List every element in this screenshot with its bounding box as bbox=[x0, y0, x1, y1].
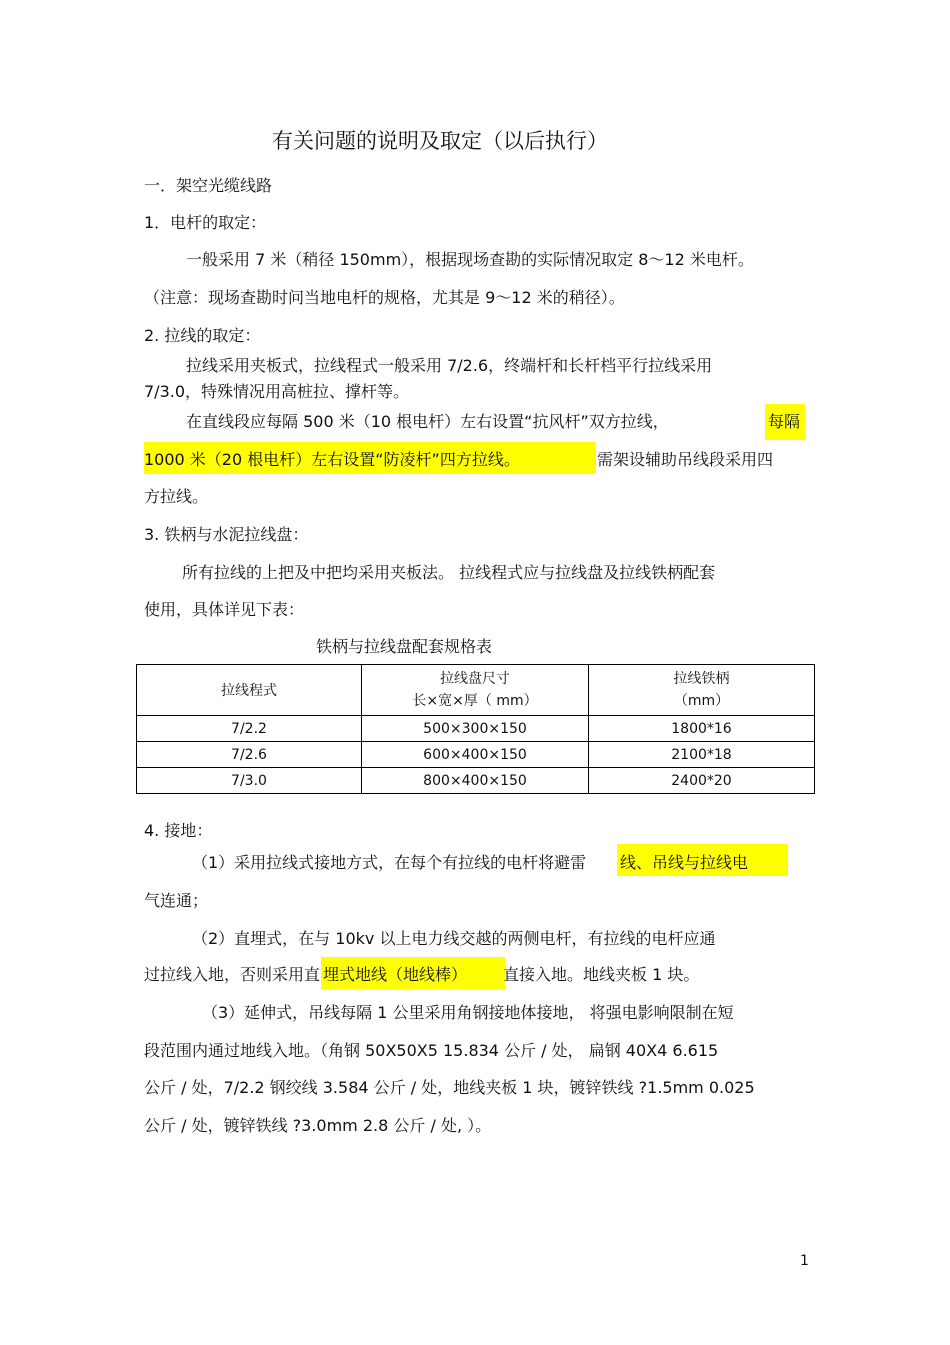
table-row bbox=[137, 716, 815, 742]
paragraph-line: 过拉线入地，否则采用直 bbox=[144, 965, 321, 984]
paragraph-line: （3）延伸式，吊线每隔 1 公里采用角钢接地体接地， 将强电影响限制在短 bbox=[202, 1003, 734, 1022]
paragraph-line: 使用，具体详见下表： bbox=[144, 600, 305, 619]
highlighted-text: 线、吊线与拉线电 bbox=[620, 853, 749, 872]
paragraph-line: 所有拉线的上把及中把均采用夹板法。 拉线程式应与拉线盘及拉线铁柄配套 bbox=[182, 563, 716, 582]
table-cell: 500×300×150 bbox=[362, 716, 589, 742]
paragraph-line: 方拉线。 bbox=[144, 487, 209, 506]
subsection-heading: 4. 接地： bbox=[144, 821, 213, 840]
table-cell: 1800*16 bbox=[589, 716, 815, 742]
paragraph-line: 段范围内通过地线入地。（角钢 50X50X5 15.834 公斤 / 处， 扁钢 40X4 6.615 bbox=[144, 1041, 719, 1060]
paragraph-line: 气连通； bbox=[144, 891, 209, 910]
paragraph-line: 一般采用 7 米（稍径 150mm），根据现场查勘的实际情况取定 8～12 米电杆。 bbox=[186, 250, 754, 269]
highlighted-text: 埋式地线（地线棒） bbox=[323, 965, 468, 984]
paragraph-line: 需架设辅助吊线段采用四 bbox=[597, 450, 774, 469]
table-cell: 7/3.0 bbox=[137, 768, 362, 794]
spec-table bbox=[136, 664, 815, 794]
table-caption: 铁柄与拉线盘配套规格表 bbox=[316, 637, 493, 656]
table-cell: 800×400×150 bbox=[362, 768, 589, 794]
table-cell: 600×400×150 bbox=[362, 742, 589, 768]
section-heading: 一．架空光缆线路 bbox=[144, 176, 273, 195]
paragraph-line: （1）采用拉线式接地方式，在每个有拉线的电杆将避雷 bbox=[192, 853, 587, 872]
highlighted-text: 每隔 bbox=[768, 412, 801, 431]
page-title: 有关问题的说明及取定（以后执行） bbox=[272, 129, 608, 153]
table-header-row bbox=[137, 665, 815, 716]
subsection-heading: 2. 拉线的取定： bbox=[144, 326, 261, 345]
paragraph-line: 在直线段应每隔 500 米（10 根电杆）左右设置“抗风杆”双方拉线， bbox=[186, 412, 669, 431]
paragraph-line: （2）直埋式，在与 10kv 以上电力线交越的两侧电杆，有拉线的电杆应通 bbox=[192, 929, 716, 948]
subsection-heading: 3. 铁柄与水泥拉线盘： bbox=[144, 525, 309, 544]
subsection-heading: 1．电杆的取定： bbox=[144, 213, 267, 232]
paragraph-line: 公斤 / 处，镀锌铁线 ?3.0mm 2.8 公斤 / 处, ）。 bbox=[144, 1116, 492, 1135]
table-row bbox=[137, 742, 815, 768]
table-cell: 7/2.6 bbox=[137, 742, 362, 768]
table-cell: 2400*20 bbox=[589, 768, 815, 794]
column-header: 拉线盘尺寸 长×宽×厚（ mm） bbox=[362, 665, 589, 716]
column-header: 拉线程式 bbox=[137, 665, 362, 716]
paragraph-line: 直接入地。地线夹板 1 块。 bbox=[503, 965, 700, 984]
paragraph-line: 拉线采用夹板式，拉线程式一般采用 7/2.6，终端杆和长杆档平行拉线采用 bbox=[186, 356, 713, 375]
page-number: 1 bbox=[800, 1253, 809, 1269]
table-row bbox=[137, 768, 815, 794]
paragraph-line: 7/3.0，特殊情况用高桩拉、撑杆等。 bbox=[144, 382, 410, 401]
highlighted-text: 1000 米（20 根电杆）左右设置“防凌杆”四方拉线。 bbox=[144, 450, 520, 469]
table-cell: 2100*18 bbox=[589, 742, 815, 768]
table-cell: 7/2.2 bbox=[137, 716, 362, 742]
column-header: 拉线铁柄 （mm） bbox=[589, 665, 815, 716]
paragraph-line: （注意：现场查勘时问当地电杆的规格，尤其是 9～12 米的稍径）。 bbox=[144, 288, 625, 307]
paragraph-line: 公斤 / 处，7/2.2 钢绞线 3.584 公斤 / 处，地线夹板 1 块，镀锌铁线 ?1.5mm 0.025 bbox=[144, 1078, 755, 1097]
